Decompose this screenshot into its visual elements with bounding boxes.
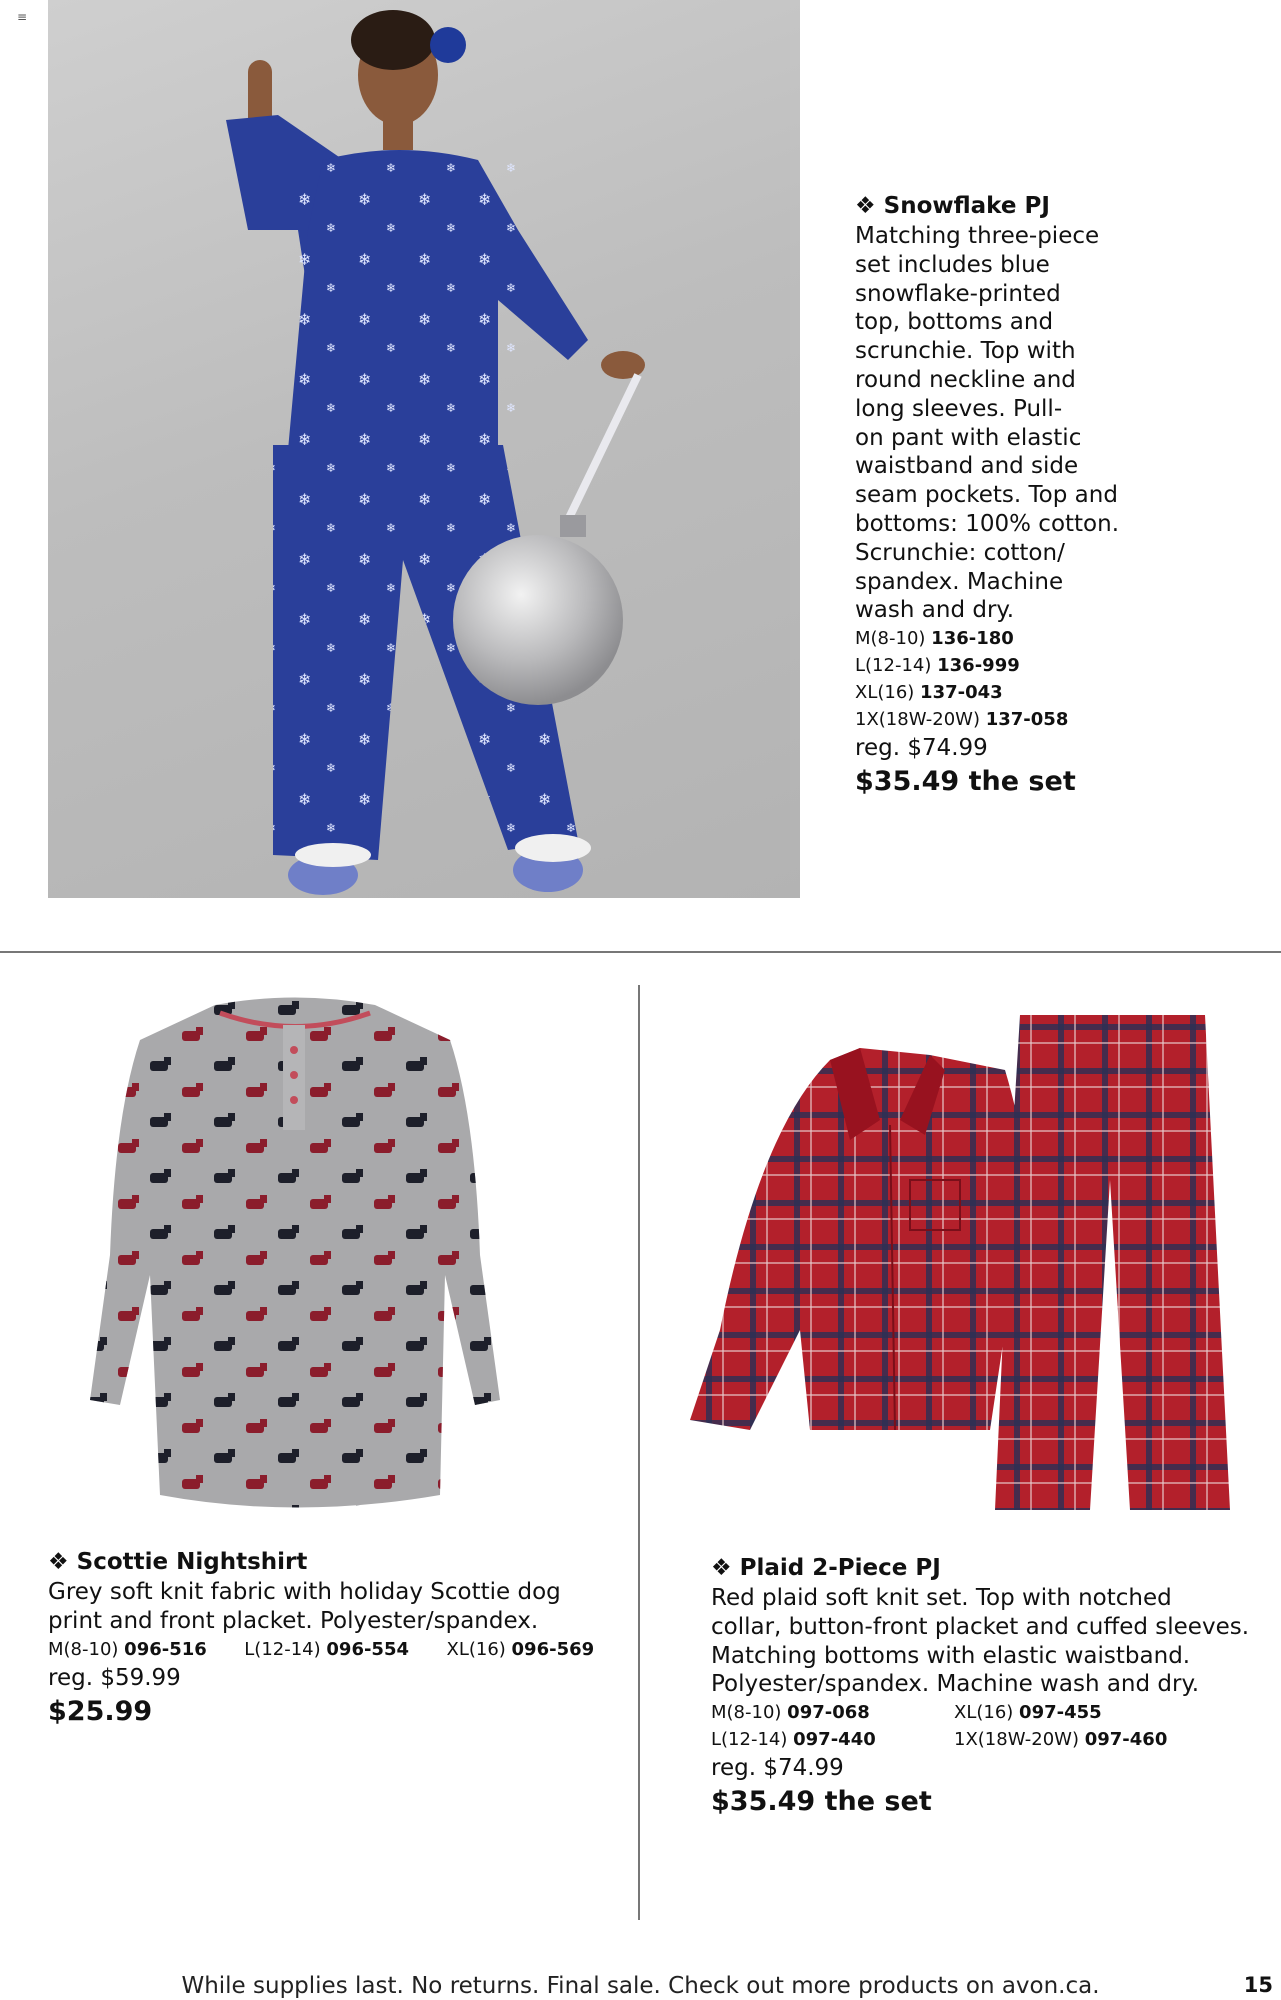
scottie-nightshirt-description: [48, 1578, 628, 1636]
item-code: 096-569: [511, 1638, 595, 1660]
snowflake-pj-description: [855, 222, 1255, 625]
size-row: [954, 1726, 1271, 1753]
size-label: XL(16): [446, 1638, 506, 1660]
description-line: snowflake-printed: [855, 280, 1061, 307]
scottie-nightshirt-photo: [80, 995, 510, 1515]
scottie-nightshirt-title: ❖ Scottie Nightshirt: [48, 1549, 308, 1575]
description-line: spandex. Machine: [855, 568, 1064, 595]
size-label: L(12-14): [855, 655, 932, 677]
size-label: 1X(18W-20W): [855, 709, 980, 731]
description-line: long sleeves. Pull-: [855, 395, 1063, 422]
item-code: 097-455: [1019, 1702, 1102, 1724]
description-line: Scrunchie: cotton/: [855, 539, 1065, 566]
plaid-pj-sale-price: $35.49 the set: [711, 1786, 932, 1818]
size-label: 1X(18W-20W): [954, 1729, 1079, 1751]
item-code: 096-516: [124, 1638, 207, 1660]
description-line: round neckline and: [855, 366, 1076, 393]
description-line: waistband and side: [855, 453, 1079, 480]
plaid-pj-block: [711, 1552, 1271, 1821]
description-line: wash and dry.: [855, 597, 1015, 624]
description-line: Matching three-piece: [855, 223, 1100, 249]
section-divider: [0, 951, 1281, 953]
item-code: 136-999: [937, 655, 1020, 677]
snowflake-pj-illustration: [48, 0, 800, 898]
size-label: XL(16): [855, 682, 915, 704]
item-code: 137-058: [985, 709, 1069, 731]
plaid-pj-title: ❖ Plaid 2-Piece PJ: [711, 1555, 941, 1581]
size-label: M(8-10): [48, 1638, 119, 1660]
snowflake-pj-photo: [48, 0, 800, 898]
description-line: collar, button-front placket and cuffed sleeves.: [711, 1613, 1250, 1640]
snowflake-pj-sizes: [855, 625, 1255, 733]
scottie-nightshirt-block: [48, 1546, 628, 1731]
item-code: 097-460: [1084, 1729, 1168, 1751]
description-line: Red plaid soft knit set. Top with notched: [711, 1585, 1172, 1611]
item-code: 097-068: [787, 1702, 870, 1724]
snowflake-pj-reg-price: reg. $74.99: [855, 735, 988, 762]
corner-mark: ≡: [17, 10, 28, 24]
snowflake-pj-title: ❖ Snowflake PJ: [855, 193, 1050, 219]
scottie-nightshirt-sale-price: $25.99: [48, 1695, 153, 1727]
size-label: XL(16): [954, 1702, 1014, 1724]
page-number: 15: [1243, 1973, 1273, 1997]
size-row: [855, 679, 1255, 706]
snowflake-pj-block: [855, 190, 1255, 801]
plaid-pj-illustration: [690, 1010, 1240, 1520]
description-line: Polyester/spandex. Machine wash and dry.: [711, 1671, 1200, 1698]
description-line: set includes blue: [855, 251, 1050, 278]
footer-disclaimer: While supplies last. No returns. Final sale. Check out more products on avon.ca.: [181, 1973, 1100, 1999]
item-code: 096-554: [326, 1638, 410, 1660]
size-row: [855, 625, 1255, 652]
snowflake-pj-sale-price: $35.49 the set: [855, 766, 1076, 798]
size-label: M(8-10): [855, 628, 926, 650]
size-row: [711, 1699, 954, 1726]
size-label: L(12-14): [711, 1729, 788, 1751]
plaid-pj-description: [711, 1584, 1271, 1699]
item-code: 097-440: [793, 1729, 876, 1751]
description-line: scrunchie. Top with: [855, 338, 1076, 365]
description-line: Grey soft knit fabric with holiday Scottie dog: [48, 1579, 561, 1605]
scottie-nightshirt-sizes: [48, 1636, 628, 1663]
size-label: M(8-10): [711, 1702, 782, 1724]
size-row: [855, 706, 1255, 733]
description-line: seam pockets. Top and: [855, 482, 1118, 509]
item-code: 136-180: [931, 628, 1014, 650]
size-row: [711, 1726, 954, 1753]
description-line: print and front placket. Polyester/spandex.: [48, 1607, 539, 1634]
plaid-pj-sizes: [711, 1699, 1271, 1753]
plaid-pj-reg-price: reg. $74.99: [711, 1755, 844, 1782]
size-row: [954, 1699, 1271, 1726]
size-row: [855, 652, 1255, 679]
description-line: Matching bottoms with elastic waistband.: [711, 1642, 1191, 1669]
column-divider: [638, 985, 640, 1920]
scottie-nightshirt-illustration: [80, 995, 510, 1515]
plaid-pj-photo: [690, 1010, 1240, 1520]
scottie-nightshirt-reg-price: reg. $59.99: [48, 1664, 181, 1691]
item-code: 137-043: [920, 682, 1003, 704]
description-line: on pant with elastic: [855, 424, 1082, 451]
description-line: bottoms: 100% cotton.: [855, 510, 1120, 537]
size-label: L(12-14): [244, 1638, 321, 1660]
description-line: top, bottoms and: [855, 309, 1054, 336]
